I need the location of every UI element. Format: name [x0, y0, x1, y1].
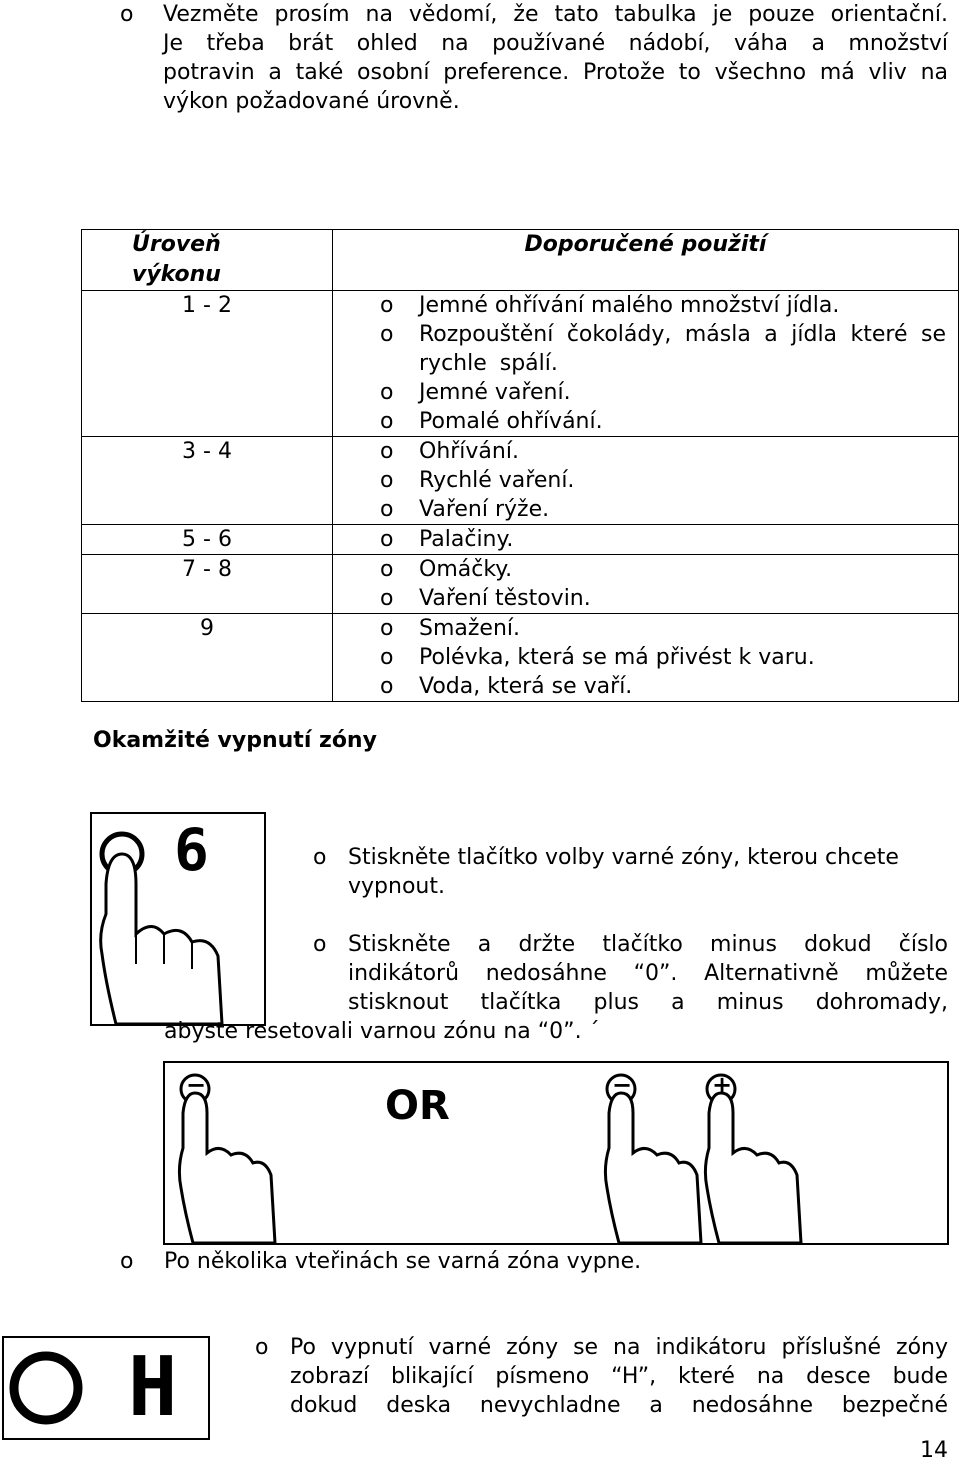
usage-item: Vaření těstovin. [419, 586, 591, 611]
step-line: Stiskněte a držte tlačítko minus dokud číslo [348, 932, 948, 957]
step-line: Po vypnutí varné zóny se na indikátoru příslušné zóny [290, 1335, 948, 1360]
usage-item: Jemné vaření. [419, 380, 571, 405]
bullet: o [380, 322, 394, 347]
step-hold-minus [313, 930, 948, 1017]
power-level-table [81, 229, 959, 702]
intro-text [163, 0, 948, 116]
bullet: o [380, 439, 394, 464]
table-row [82, 291, 959, 437]
header-level-label: Úroveň výkonu [132, 232, 221, 287]
bullet: o [380, 586, 394, 611]
zone-select-illustration [90, 812, 266, 1026]
bullet: o [120, 1249, 134, 1274]
step-line: stisknout tlačítka plus a minus dohromady, [348, 990, 948, 1015]
minus-or-plus-illustration [163, 1061, 949, 1245]
intro-line: Je třeba brát ohled na používané nádobí, váha a množství [163, 31, 948, 56]
bullet: o [380, 557, 394, 582]
bullet: o [380, 616, 394, 641]
bullet: o [380, 645, 394, 670]
bullet: o [380, 527, 394, 552]
bullet: o [313, 932, 327, 957]
finger-press-icon [165, 1063, 947, 1243]
bullet: o [380, 409, 394, 434]
usage-item: Vaření rýže. [419, 497, 550, 522]
bullet: o [380, 293, 394, 318]
step-line: zobrazí blikající písmeno “H”, které na desce bude [290, 1364, 948, 1389]
step-select-zone [313, 843, 948, 901]
step-line-continued: abyste resetovali varnou zónu na “0”. ´ [164, 1019, 600, 1044]
usage-item: Rychlé vaření. [419, 468, 575, 493]
level-value: 1 - 2 [182, 293, 232, 318]
usage-item: Polévka, která se má přivést k varu. [419, 645, 815, 670]
level-value: 5 - 6 [182, 527, 232, 552]
plus-icon: + [712, 1071, 733, 1099]
level-cell [82, 525, 333, 555]
intro-line: Vezměte prosím na vědomí, že tato tabulka je pouze orientační. [163, 2, 948, 27]
table-row [82, 614, 959, 702]
bullet: o [380, 497, 394, 522]
usage-item: Smažení. [419, 616, 521, 641]
level-value: 7 - 8 [182, 557, 232, 582]
header-level [82, 230, 333, 291]
usage-item: Pomalé ohřívání. [419, 409, 603, 434]
step-zone-off [120, 1247, 642, 1276]
step-residual-heat [255, 1333, 948, 1420]
section-title: Okamžité vypnutí zóny [93, 728, 377, 753]
usage-item: Voda, která se vaří. [419, 674, 633, 699]
display-letter: H [128, 1340, 178, 1435]
table-row [82, 437, 959, 525]
bullet: o [380, 380, 394, 405]
display-digit: 6 [174, 816, 209, 884]
usage-item: Palačiny. [419, 527, 514, 552]
level-cell [82, 437, 333, 525]
level-value: 3 - 4 [182, 439, 232, 464]
step-line: dokud deska nevychladne a nedosáhne bezpečné [290, 1393, 948, 1418]
bullet: o [380, 468, 394, 493]
usage-cell [333, 291, 959, 437]
usage-item: Jemné ohřívání malého množství jídla. [419, 293, 840, 318]
residual-heat-display [2, 1336, 210, 1440]
step-text: Po několika vteřinách se varná zóna vypne. [164, 1249, 642, 1274]
table-row [82, 555, 959, 614]
usage-cell [333, 555, 959, 614]
step-line: indikátorů nedosáhne “0”. Alternativně můžete [348, 961, 948, 986]
usage-item: Omáčky. [419, 557, 513, 582]
level-cell [82, 614, 333, 702]
table-row [82, 525, 959, 555]
usage-item: Rozpouštění čokolády, másla a jídla které se rychle spálí. [419, 322, 946, 376]
bullet: o [380, 674, 394, 699]
page-number: 14 [920, 1438, 948, 1463]
bullet: o [313, 845, 327, 870]
level-cell [82, 291, 333, 437]
header-usage: Doporučené použití [333, 230, 959, 291]
table-header-row [82, 230, 959, 291]
usage-item: Ohřívání. [419, 439, 519, 464]
level-cell [82, 555, 333, 614]
step-line: Stiskněte tlačítko volby varné zóny, kterou chcete [348, 845, 899, 870]
usage-cell [333, 525, 959, 555]
or-label: OR [385, 1083, 450, 1129]
level-value: 9 [200, 616, 214, 641]
step-line: vypnout. [348, 874, 445, 899]
minus-icon: − [186, 1071, 207, 1099]
intro-line: potravin a také osobní preference. Protože to všechno má vliv na [163, 60, 948, 85]
bullet: o [255, 1335, 269, 1360]
usage-cell [333, 437, 959, 525]
usage-cell [333, 614, 959, 702]
intro-line: výkon požadované úrovně. [163, 89, 460, 114]
display-circle-icon [4, 1338, 208, 1438]
minus-icon: − [612, 1071, 633, 1099]
bullet: o [120, 2, 134, 27]
